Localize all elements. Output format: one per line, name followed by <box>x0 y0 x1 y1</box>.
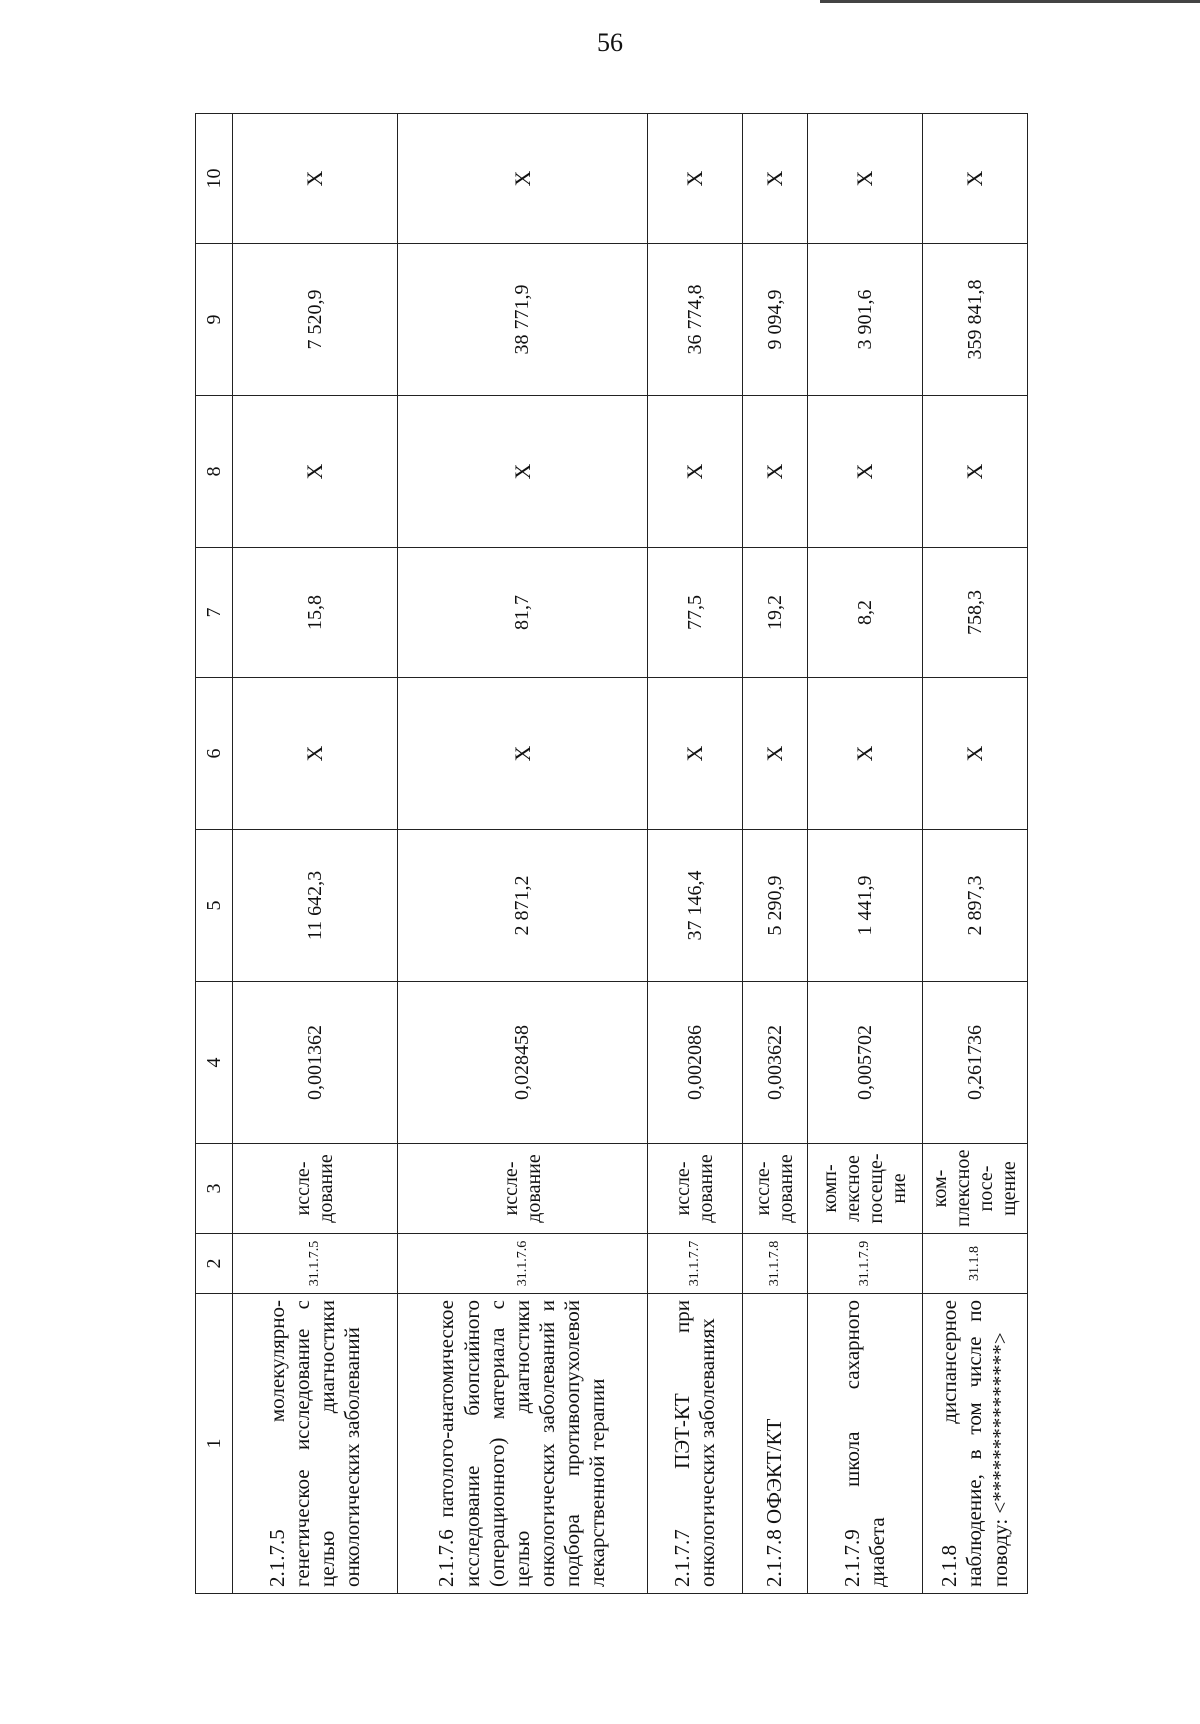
row-col-10: X <box>233 114 398 244</box>
row-col-5: 1 441,9 <box>808 830 923 982</box>
row-col-5: 5 290,9 <box>743 830 808 982</box>
row-code: 31.1.7.6 <box>398 1234 648 1294</box>
row-description: 2.1.8 диспансерное наблюдение, в том числе по поводу: <***************> <box>923 1294 1028 1594</box>
col-header-1: 1 <box>196 1294 233 1594</box>
row-col-4: 0,001362 <box>233 982 398 1144</box>
row-col-10: X <box>923 114 1028 244</box>
row-code: 31.1.7.9 <box>808 1234 923 1294</box>
table-row <box>233 114 398 1594</box>
row-description: 2.1.7.5 молекулярно-генетическое исследование с целью диагностики онкологических заболеваний <box>233 1294 398 1594</box>
row-col-9: 7 520,9 <box>233 244 398 396</box>
table-row <box>398 114 648 1594</box>
row-unit: иссле-дование <box>648 1144 743 1234</box>
row-col-7: 15,8 <box>233 548 398 678</box>
row-col-8: X <box>233 396 398 548</box>
row-col-6: X <box>923 678 1028 830</box>
row-col-10: X <box>398 114 648 244</box>
row-code: 31.1.7.7 <box>648 1234 743 1294</box>
row-col-10: X <box>808 114 923 244</box>
col-header-7: 7 <box>196 548 233 678</box>
col-header-5: 5 <box>196 830 233 982</box>
row-col-4: 0,002086 <box>648 982 743 1144</box>
row-description: 2.1.7.7 ПЭТ-КТ при онкологических заболеваниях <box>648 1294 743 1594</box>
col-header-2: 2 <box>196 1234 233 1294</box>
col-header-4: 4 <box>196 982 233 1144</box>
row-col-5: 2 897,3 <box>923 830 1028 982</box>
row-col-8: X <box>743 396 808 548</box>
row-col-7: 19,2 <box>743 548 808 678</box>
row-col-7: 77,5 <box>648 548 743 678</box>
row-col-9: 36 774,8 <box>648 244 743 396</box>
row-col-4: 0,028458 <box>398 982 648 1144</box>
row-col-8: X <box>808 396 923 548</box>
table-row <box>923 114 1028 1594</box>
col-header-8: 8 <box>196 396 233 548</box>
row-col-7: 8,2 <box>808 548 923 678</box>
row-description: 2.1.7.9 школа сахарного диабета <box>808 1294 923 1594</box>
scan-edge-line <box>820 0 1200 3</box>
row-description: 2.1.7.8 ОФЭКТ/КТ <box>743 1294 808 1594</box>
col-header-3: 3 <box>196 1144 233 1234</box>
row-col-6: X <box>648 678 743 830</box>
col-header-6: 6 <box>196 678 233 830</box>
table-row <box>808 114 923 1594</box>
col-header-9: 9 <box>196 244 233 396</box>
row-col-6: X <box>743 678 808 830</box>
row-unit: комп-лексное посеще-ние <box>808 1144 923 1234</box>
row-col-7: 758,3 <box>923 548 1028 678</box>
row-description: 2.1.7.6 патолого-анатомическое исследование биопсийного (операционного) материала с целью диагностики онкологических заболеваний и подбора противоопухолевой лекарственной терапии <box>398 1294 648 1594</box>
row-col-10: X <box>743 114 808 244</box>
row-unit: ком-плексное посе-щение <box>923 1144 1028 1234</box>
row-col-8: X <box>648 396 743 548</box>
row-col-6: X <box>808 678 923 830</box>
table-row <box>648 114 743 1594</box>
row-col-9: 359 841,8 <box>923 244 1028 396</box>
row-code: 31.1.7.5 <box>233 1234 398 1294</box>
row-col-4: 0,005702 <box>808 982 923 1144</box>
col-header-10: 10 <box>196 114 233 244</box>
row-col-8: X <box>398 396 648 548</box>
row-col-5: 37 146,4 <box>648 830 743 982</box>
rotated-table-stage <box>195 114 1200 1594</box>
row-col-6: X <box>398 678 648 830</box>
row-code: 31.1.7.8 <box>743 1234 808 1294</box>
row-col-5: 11 642,3 <box>233 830 398 982</box>
row-unit: иссле-дование <box>398 1144 648 1234</box>
row-col-7: 81,7 <box>398 548 648 678</box>
row-col-9: 3 901,6 <box>808 244 923 396</box>
row-col-9: 9 094,9 <box>743 244 808 396</box>
row-col-5: 2 871,2 <box>398 830 648 982</box>
page-number: 56 <box>597 28 623 57</box>
row-col-6: X <box>233 678 398 830</box>
row-col-9: 38 771,9 <box>398 244 648 396</box>
row-unit: иссле-дование <box>233 1144 398 1234</box>
row-col-4: 0,261736 <box>923 982 1028 1144</box>
row-col-10: X <box>648 114 743 244</box>
row-col-8: X <box>923 396 1028 548</box>
row-unit: иссле-дование <box>743 1144 808 1234</box>
tariff-table <box>195 113 1028 1594</box>
row-code: 31.1.8 <box>923 1234 1028 1294</box>
row-col-4: 0,003622 <box>743 982 808 1144</box>
header-row <box>196 114 233 1594</box>
table-row <box>743 114 808 1594</box>
